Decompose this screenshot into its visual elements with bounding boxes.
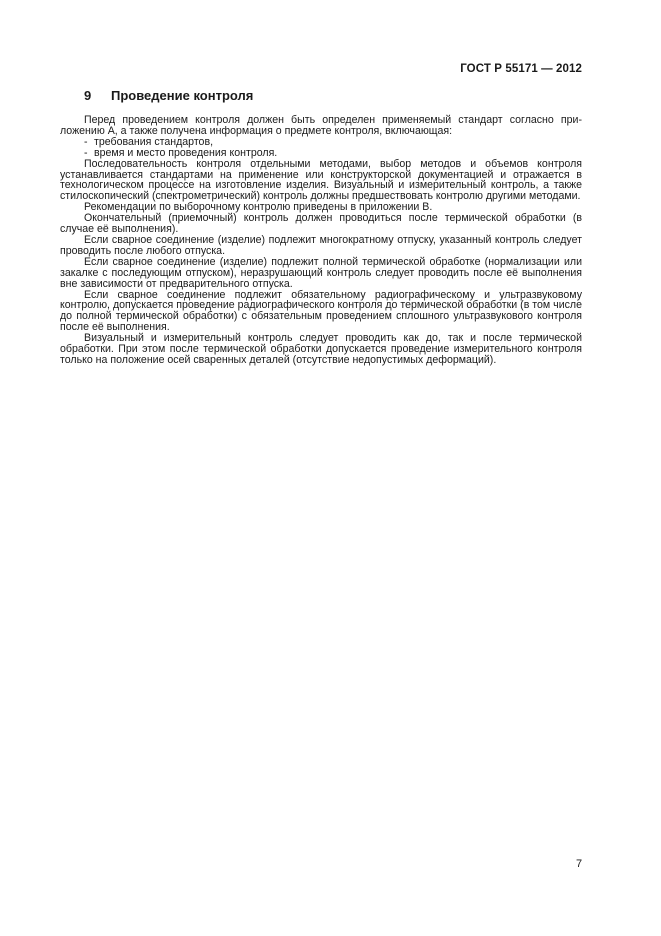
section-body [60,115,582,366]
page-number: 7 [576,858,583,870]
paragraph-full-heat-treatment: Если сварное соединение (изделие) подлежит полной термической обработке (нормализации или закалке с последующим отпуском), неразрушающий контроль следует проводить после её выполнения вне зависимости от предварительного отпуска. [60,255,582,290]
list-item-text: требования стандартов, [94,135,214,148]
paragraph-multiple-tempering: Если сварное соединение (изделие) подлежит многократному отпуску, указанный контроль следует проводить после любого отпуска. [60,233,582,257]
section-number: 9 [84,88,92,103]
paragraph-recommendations: Рекомендации по выборочному контролю приведены в приложении В. [84,201,433,214]
section-heading [84,88,253,103]
list-item-text: время и место проведения контроля. [94,146,278,159]
bullet-marker: - [84,146,88,159]
paragraph-final-control: Окончательный (приемочный) контроль должен проводиться после термической обработки (в случае её выполнения). [60,212,582,236]
paragraph-radiographic-ultrasonic: Если сварное соединение подлежит обязательному радиографическому и ультразвуковому контролю, допускается проведение радиографического контроля до термической обработки (в том числе до полной термической обработки) с обязательным проведением сплошного ультразвукового контроля после её выполнения. [60,288,582,334]
paragraph-sequence: Последовательность контроля отдельными методами, выбор методов и объемов контроля устанавливается стандартами на применение или конструкторской документацией и отражается в технологическом процессе на изготовление изделия. Визуальный и измерительный контроль, а также стилоскопический (спектрометрический) контроль должны предшествовать контролю другими методами. [60,157,582,203]
document-code-header: ГОСТ Р 55171 — 2012 [460,63,582,75]
section-title: Проведение контроля [111,88,254,103]
paragraph-visual-measuring: Визуальный и измерительный контроль следует проводить как до, так и после термической обработки. При этом после термической обработки допускается проведение измерительного контроля только на положение осей сваренных деталей (отсутствие недопустимых деформаций). [60,332,582,366]
bullet-marker: - [84,135,88,148]
list-item [60,148,582,159]
paragraph-intro: Перед проведением контроля должен быть определен применяемый стандарт согласно приложению А, а также получена информация о предмете контроля, включающая: [60,114,582,137]
